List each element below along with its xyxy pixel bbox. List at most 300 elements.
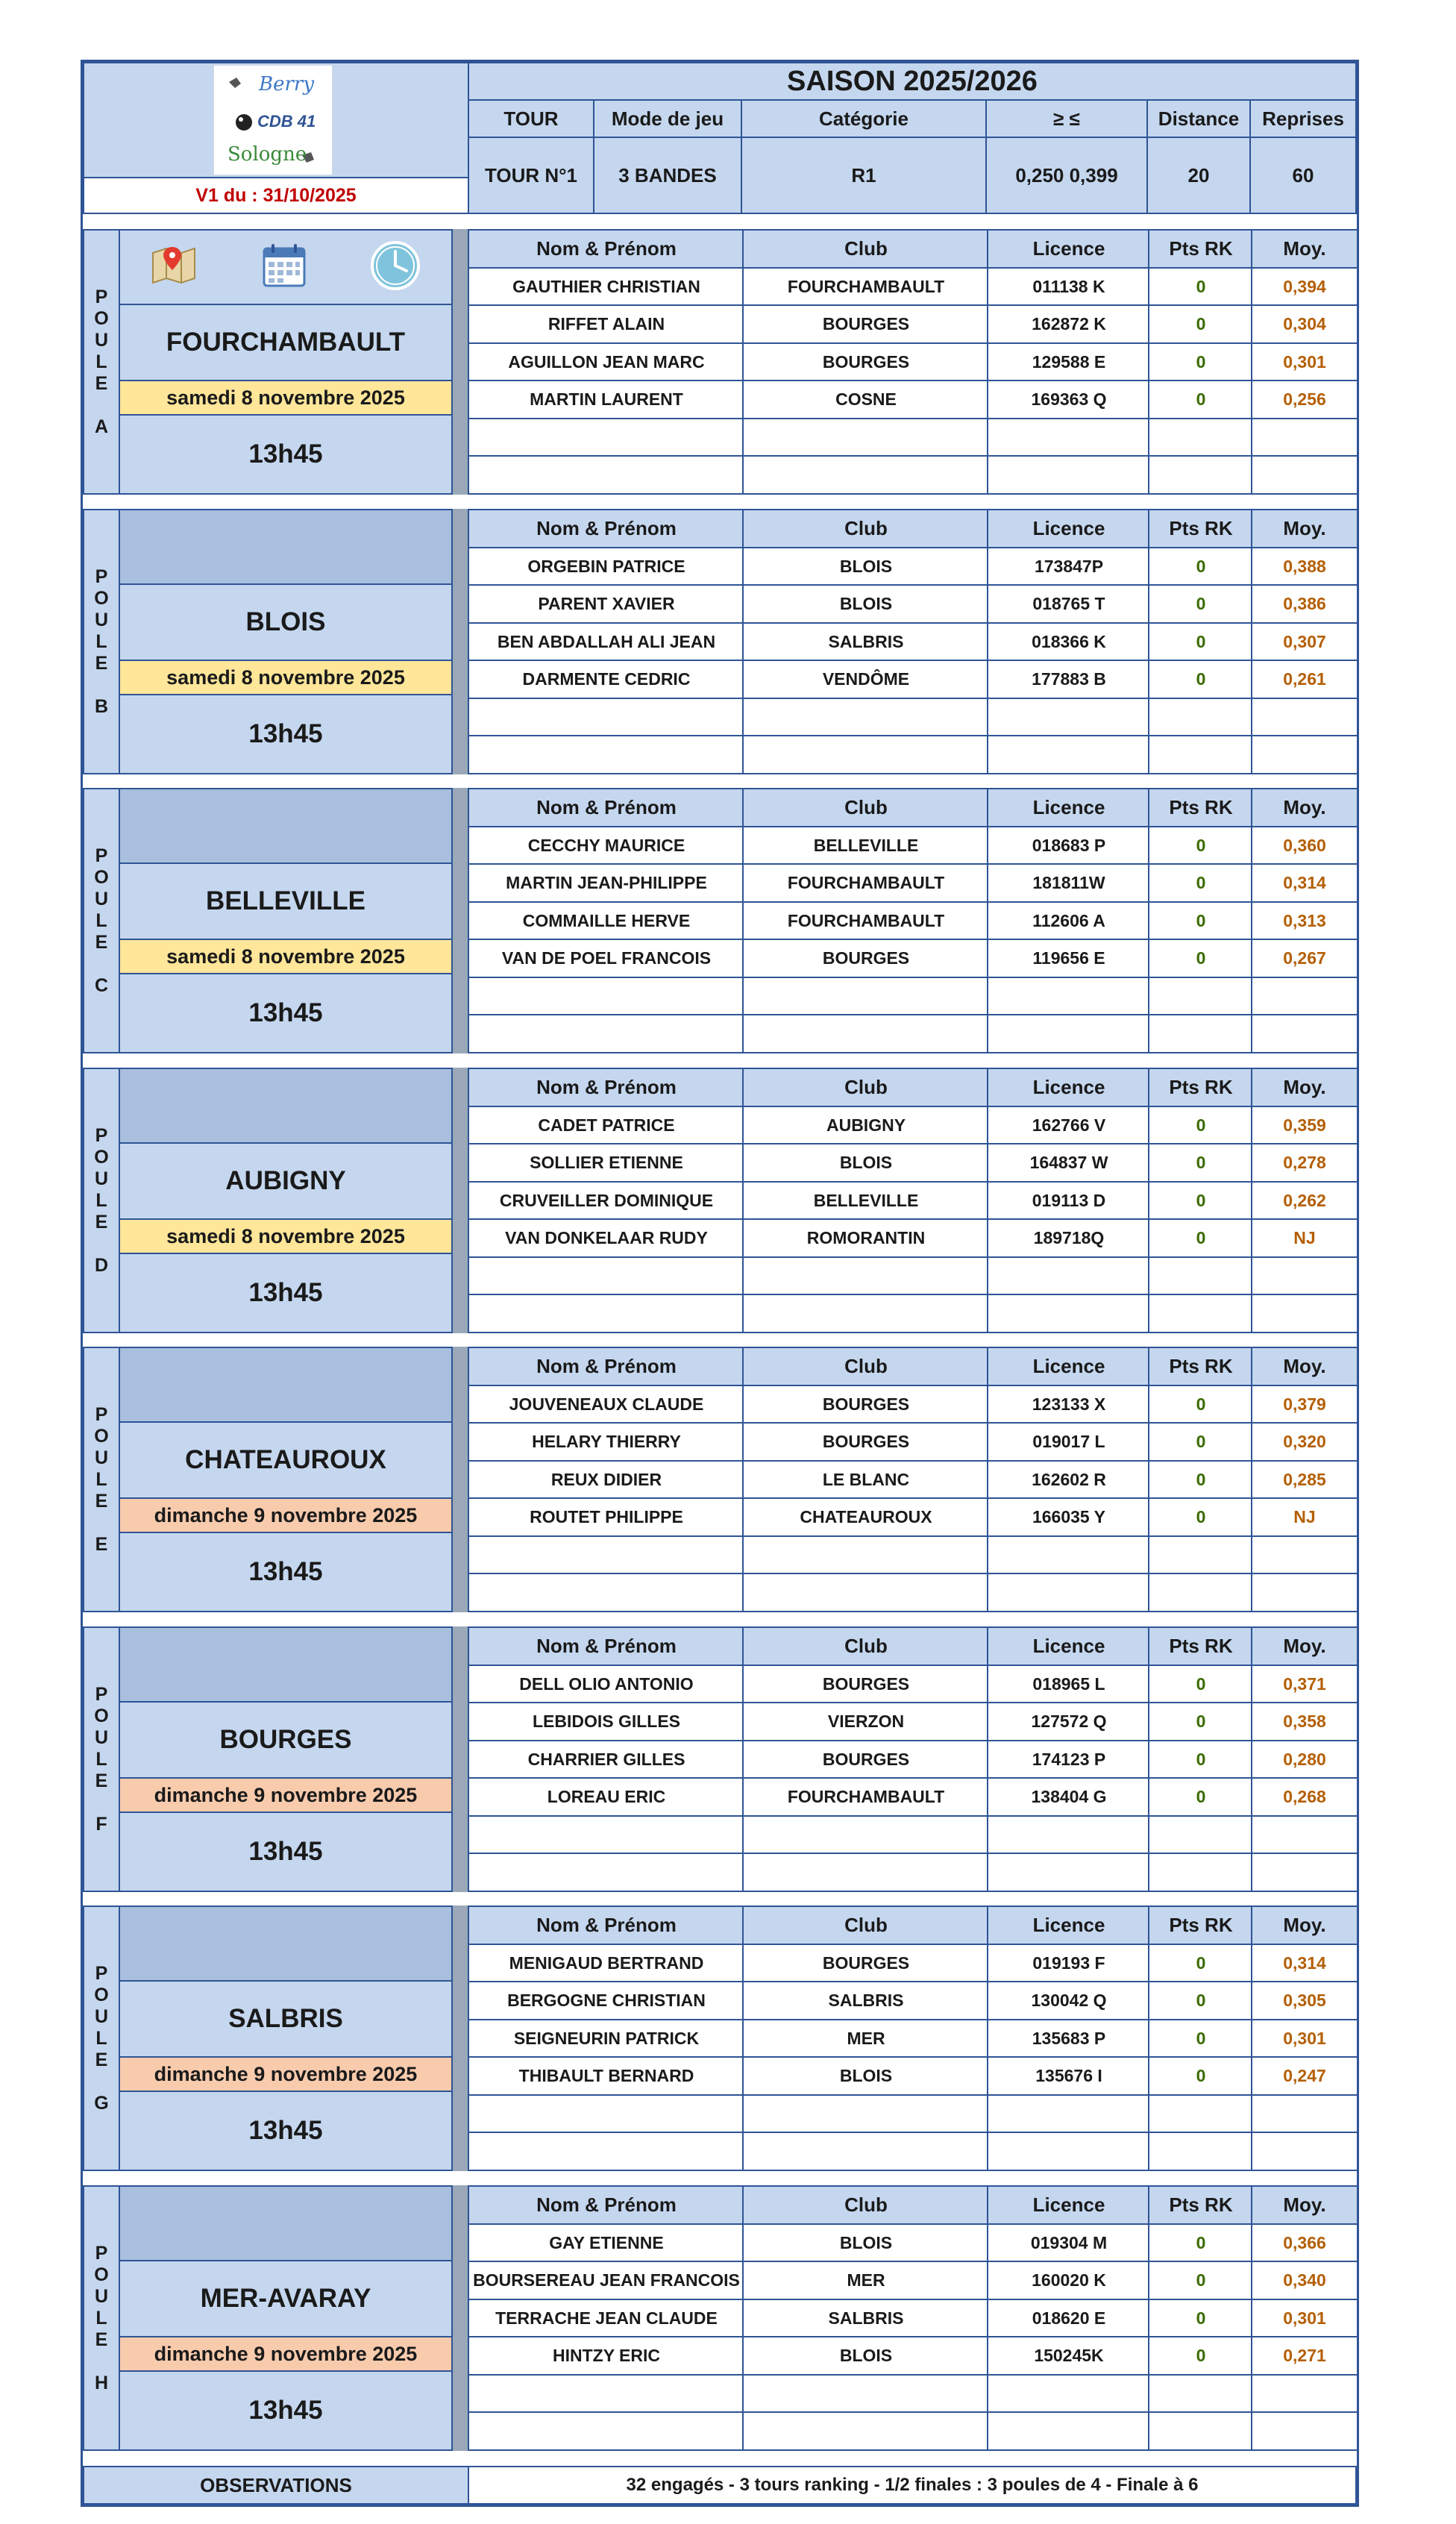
table-header-licence: Licence (987, 788, 1151, 827)
venue-date: dimanche 9 novembre 2025 (119, 1777, 453, 1813)
table-header-name: Nom & Prénom (468, 1068, 745, 1107)
cell-moy (1251, 1815, 1358, 1855)
table-header-club: Club (742, 2185, 990, 2225)
cell-licence (987, 1294, 1151, 1333)
poule-letter: H (94, 2372, 109, 2393)
cell-licence (987, 2411, 1151, 2451)
cell-club: BLOIS (742, 1143, 990, 1183)
val-categorie: R1 (741, 137, 987, 214)
venue-city: BELLEVILLE (119, 862, 453, 940)
cell-licence (987, 977, 1151, 1016)
cell-moy (1251, 2374, 1358, 2414)
table-header-name: Nom & Prénom (468, 1905, 745, 1945)
poule-letter-char: P (95, 1962, 108, 1984)
cell-club: BOURGES (742, 1422, 990, 1462)
poule-letter: E (95, 1533, 108, 1555)
cell-pts: 0 (1148, 1422, 1254, 1462)
cell-pts: 0 (1148, 2019, 1254, 2058)
cell-name: SEIGNEURIN PATRICK (468, 2019, 745, 2058)
cell-licence: 177883 B (987, 660, 1151, 699)
cell-moy (1251, 735, 1358, 774)
cell-pts: 0 (1148, 304, 1254, 344)
cell-licence: 019193 F (987, 1944, 1151, 1983)
cell-pts: 0 (1148, 2223, 1254, 2263)
cell-club (742, 2094, 990, 2134)
cell-club: AUBIGNY (742, 1106, 990, 1145)
cell-licence (987, 1573, 1151, 1612)
cell-name (468, 455, 745, 495)
cell-name: SOLLIER ETIENNE (468, 1143, 745, 1183)
poule-letter-char: U (94, 609, 109, 630)
cell-pts: 0 (1148, 660, 1254, 699)
cell-licence: 189718Q (987, 1218, 1151, 1258)
poule-letter-char: O (94, 1425, 109, 1447)
venue-time: 13h45 (119, 694, 453, 774)
column-separator (453, 1068, 468, 1333)
col-range: ≥ ≤ (985, 99, 1148, 138)
cell-moy: 0,305 (1251, 1981, 1358, 2020)
logo-cdb-text: CDB 41 (257, 112, 316, 131)
cell-name: VAN DE POEL FRANCOIS (468, 939, 745, 978)
cell-moy (1251, 2132, 1358, 2171)
cell-pts: 0 (1148, 622, 1254, 662)
cell-club: BOURGES (742, 939, 990, 978)
logo-berry-text: Berry (259, 73, 315, 95)
cell-moy: 0,247 (1251, 2056, 1358, 2096)
cell-club (742, 1294, 990, 1333)
table-header-name: Nom & Prénom (468, 1347, 745, 1386)
venue-header (119, 229, 453, 305)
cell-club (742, 1815, 990, 1855)
cell-pts: 0 (1148, 267, 1254, 307)
cell-name: HELARY THIERRY (468, 1422, 745, 1462)
cell-pts: 0 (1148, 1143, 1254, 1183)
table-header-licence: Licence (987, 1068, 1151, 1107)
cell-licence: 169363 Q (987, 380, 1151, 419)
poule-letter-char: E (95, 652, 108, 674)
cell-name: HINTZY ERIC (468, 2336, 745, 2376)
venue-time: 13h45 (119, 1532, 453, 1612)
cell-licence (987, 1256, 1151, 1296)
cell-name: LOREAU ERIC (468, 1777, 745, 1817)
cell-licence: 162872 K (987, 304, 1151, 344)
cell-name (468, 2411, 745, 2451)
cell-moy: 0,278 (1251, 1143, 1358, 1183)
poule-letter: G (94, 2092, 109, 2114)
map-pin-icon (150, 242, 199, 292)
cell-licence (987, 418, 1151, 457)
table-header-pts: Pts RK (1148, 1068, 1254, 1107)
poule-letter-char: P (95, 2242, 108, 2264)
poule-block-f (83, 1626, 1357, 1892)
cell-name: TERRACHE JEAN CLAUDE (468, 2299, 745, 2338)
poule-letter-char: P (95, 845, 108, 866)
cell-pts (1148, 418, 1254, 457)
cell-moy (1251, 1294, 1358, 1333)
cell-name (468, 2094, 745, 2134)
venue-header (119, 1905, 453, 1982)
cell-name (468, 1014, 745, 1053)
cell-licence: 019017 L (987, 1422, 1151, 1462)
cell-licence: 011138 K (987, 267, 1151, 307)
cell-club: BELLEVILLE (742, 1181, 990, 1221)
cell-pts: 0 (1148, 342, 1254, 382)
venue-city: BLOIS (119, 583, 453, 661)
val-mode: 3 BANDES (593, 137, 742, 214)
cell-name (468, 2132, 745, 2171)
cell-name: CECCHY MAURICE (468, 826, 745, 865)
col-tour: TOUR (468, 99, 594, 138)
poule-letter-char: L (95, 351, 107, 372)
cell-name: VAN DONKELAAR RUDY (468, 1218, 745, 1258)
cell-club: FOURCHAMBAULT (742, 267, 990, 307)
logo-sologne-text: Sologne (228, 143, 307, 166)
cell-pts: 0 (1148, 547, 1254, 586)
cell-moy: 0,268 (1251, 1777, 1358, 1817)
venue-header (119, 509, 453, 585)
venue-date: dimanche 9 novembre 2025 (119, 1497, 453, 1533)
cell-name (468, 1535, 745, 1575)
venue-time: 13h45 (119, 414, 453, 495)
cell-name: GAUTHIER CHRISTIAN (468, 267, 745, 307)
cell-pts (1148, 735, 1254, 774)
column-separator (453, 1626, 468, 1892)
cell-pts (1148, 2094, 1254, 2134)
venue-header (119, 1347, 453, 1423)
cell-club: BLOIS (742, 584, 990, 624)
cell-pts: 0 (1148, 1106, 1254, 1145)
poule-block-h (83, 2185, 1357, 2451)
cell-moy: 0,366 (1251, 2223, 1358, 2263)
cell-name (468, 418, 745, 457)
observations-text: 32 engagés - 3 tours ranking - 1/2 finales : 3 poules de 4 - Finale à 6 (468, 2466, 1357, 2505)
cell-moy: NJ (1251, 1497, 1358, 1537)
cell-pts (1148, 1853, 1254, 1892)
poule-letter-char: O (94, 307, 109, 329)
cell-pts: 0 (1148, 863, 1254, 903)
poule-letter-char: L (95, 2027, 107, 2049)
venue-city: MER-AVARAY (119, 2260, 453, 2337)
poule-label (83, 2185, 120, 2451)
col-categorie: Catégorie (741, 99, 987, 138)
cell-pts: 0 (1148, 939, 1254, 978)
cell-licence: 138404 G (987, 1777, 1151, 1817)
poule-letter-char: P (95, 1683, 108, 1705)
cell-moy: 0,371 (1251, 1665, 1358, 1704)
cell-licence (987, 1014, 1151, 1053)
cell-moy (1251, 418, 1358, 457)
cell-licence: 019304 M (987, 2223, 1151, 2263)
cell-name: THIBAULT BERNARD (468, 2056, 745, 2096)
poule-letter-char: U (94, 1168, 109, 1189)
cell-name (468, 735, 745, 774)
poule-letter-char: E (95, 372, 108, 394)
cell-name: BOURSEREAU JEAN FRANCOIS (468, 2261, 745, 2300)
cell-pts: 0 (1148, 1665, 1254, 1704)
cell-moy: 0,394 (1251, 267, 1358, 307)
cell-club (742, 977, 990, 1016)
cell-pts: 0 (1148, 1944, 1254, 1983)
cell-licence: 129588 E (987, 342, 1151, 382)
cell-club (742, 1853, 990, 1892)
cell-moy: 0,314 (1251, 863, 1358, 903)
table-header-pts: Pts RK (1148, 2185, 1254, 2225)
poule-block-b (83, 509, 1357, 774)
cell-pts: 0 (1148, 584, 1254, 624)
season-title: SAISON 2025/2026 (468, 62, 1357, 101)
cell-club (742, 735, 990, 774)
table-header-pts: Pts RK (1148, 1347, 1254, 1386)
cell-licence: 112606 A (987, 901, 1151, 941)
venue-city: SALBRIS (119, 1980, 453, 2058)
poule-letter-char: L (95, 909, 107, 931)
poule-letter-char: O (94, 866, 109, 888)
col-distance: Distance (1146, 99, 1251, 138)
cell-moy (1251, 2094, 1358, 2134)
cell-name (468, 1853, 745, 1892)
cell-club: SALBRIS (742, 1981, 990, 2020)
cell-pts (1148, 2374, 1254, 2414)
poule-letter-char: L (95, 1468, 107, 1490)
cell-pts: 0 (1148, 1181, 1254, 1221)
poule-letter-char: O (94, 587, 109, 609)
venue-header (119, 1068, 453, 1144)
poule-letter: A (94, 416, 109, 437)
table-header-moy: Moy. (1251, 1068, 1358, 1107)
cell-club (742, 2411, 990, 2451)
cell-name: CHARRIER GILLES (468, 1740, 745, 1779)
cell-name: DARMENTE CEDRIC (468, 660, 745, 699)
cell-club (742, 1014, 990, 1053)
cell-moy: 0,304 (1251, 304, 1358, 344)
cell-name: LEBIDOIS GILLES (468, 1702, 745, 1741)
col-mode: Mode de jeu (593, 99, 742, 138)
cell-moy: 0,359 (1251, 1106, 1358, 1145)
calendar-icon (260, 241, 309, 294)
poule-letter-char: L (95, 1189, 107, 1211)
cell-name: BEN ABDALLAH ALI JEAN (468, 622, 745, 662)
table-header-club: Club (742, 229, 990, 269)
poule-letter-char: E (95, 931, 108, 953)
cell-moy (1251, 455, 1358, 495)
poule-letter-char: O (94, 1984, 109, 2005)
cell-club: BOURGES (742, 1740, 990, 1779)
cell-pts: 0 (1148, 2261, 1254, 2300)
cell-moy: 0,379 (1251, 1385, 1358, 1424)
cell-licence: 019113 D (987, 1181, 1151, 1221)
cell-club: CHATEAUROUX (742, 1497, 990, 1537)
cell-moy: 0,313 (1251, 901, 1358, 941)
cell-moy (1251, 2411, 1358, 2451)
cell-moy: 0,340 (1251, 2261, 1358, 2300)
cell-licence (987, 698, 1151, 737)
table-header-licence: Licence (987, 2185, 1151, 2225)
cell-moy: 0,307 (1251, 622, 1358, 662)
cell-licence: 135676 I (987, 2056, 1151, 2096)
column-separator (453, 788, 468, 1053)
poule-letter: B (94, 695, 109, 717)
cell-moy: 0,285 (1251, 1460, 1358, 1500)
cell-pts: 0 (1148, 2299, 1254, 2338)
cell-club: ROMORANTIN (742, 1218, 990, 1258)
cell-pts: 0 (1148, 1777, 1254, 1817)
table-header-name: Nom & Prénom (468, 788, 745, 827)
cell-licence: 119656 E (987, 939, 1151, 978)
cell-pts: 0 (1148, 1385, 1254, 1424)
cell-name: GAY ETIENNE (468, 2223, 745, 2263)
cell-licence (987, 2374, 1151, 2414)
cell-pts: 0 (1148, 826, 1254, 865)
poule-block-g (83, 1905, 1357, 2171)
poule-letter-char: O (94, 2264, 109, 2285)
cell-name: COMMAILLE HERVE (468, 901, 745, 941)
table-header-name: Nom & Prénom (468, 1626, 745, 1666)
table-header-licence: Licence (987, 1347, 1151, 1386)
table-header-moy: Moy. (1251, 1347, 1358, 1386)
cell-licence: 166035 Y (987, 1497, 1151, 1537)
cell-moy: 0,261 (1251, 660, 1358, 699)
venue-city: BOURGES (119, 1701, 453, 1779)
cell-club: BOURGES (742, 1944, 990, 1983)
val-range: 0,250 0,399 (985, 137, 1148, 214)
poule-label (83, 788, 120, 1053)
cell-moy (1251, 1573, 1358, 1612)
table-header-moy: Moy. (1251, 1905, 1358, 1945)
poule-letter: F (95, 1813, 107, 1835)
poule-label (83, 1347, 120, 1612)
venue-time: 13h45 (119, 1253, 453, 1333)
cell-name (468, 698, 745, 737)
poule-letter-char: U (94, 329, 109, 351)
table-header-name: Nom & Prénom (468, 2185, 745, 2225)
cell-pts: 0 (1148, 1497, 1254, 1537)
cell-pts (1148, 977, 1254, 1016)
cell-club: COSNE (742, 380, 990, 419)
table-header-club: Club (742, 1347, 990, 1386)
cell-club (742, 2132, 990, 2171)
cell-club: BOURGES (742, 1665, 990, 1704)
cell-pts (1148, 1815, 1254, 1855)
cell-name: ORGEBIN PATRICE (468, 547, 745, 586)
poule-letter-char: U (94, 888, 109, 909)
cell-pts: 0 (1148, 1702, 1254, 1741)
cell-pts: 0 (1148, 1218, 1254, 1258)
table-header-pts: Pts RK (1148, 788, 1254, 827)
cell-name (468, 977, 745, 1016)
cell-licence: 018765 T (987, 584, 1151, 624)
venue-city: CHATEAUROUX (119, 1421, 453, 1499)
cell-club: BLOIS (742, 547, 990, 586)
cell-moy (1251, 1535, 1358, 1575)
cell-name: MARTIN JEAN-PHILIPPE (468, 863, 745, 903)
venue-time: 13h45 (119, 1811, 453, 1892)
cell-licence: 162766 V (987, 1106, 1151, 1145)
poule-label (83, 1626, 120, 1892)
venue-date: samedi 8 novembre 2025 (119, 660, 453, 695)
cell-licence: 150245K (987, 2336, 1151, 2376)
table-header-moy: Moy. (1251, 2185, 1358, 2225)
cell-licence: 130042 Q (987, 1981, 1151, 2020)
cell-club: SALBRIS (742, 2299, 990, 2338)
cell-moy: 0,388 (1251, 547, 1358, 586)
cell-club: VIERZON (742, 1702, 990, 1741)
cell-name: BERGOGNE CHRISTIAN (468, 1981, 745, 2020)
cell-pts: 0 (1148, 380, 1254, 419)
poule-label (83, 1068, 120, 1333)
cell-club: FOURCHAMBAULT (742, 901, 990, 941)
cell-name: RIFFET ALAIN (468, 304, 745, 344)
table-header-licence: Licence (987, 509, 1151, 548)
table-header-club: Club (742, 788, 990, 827)
venue-time: 13h45 (119, 2370, 453, 2451)
venue-date: dimanche 9 novembre 2025 (119, 2336, 453, 2372)
poule-block-c (83, 788, 1357, 1053)
table-header-moy: Moy. (1251, 229, 1358, 269)
table-header-name: Nom & Prénom (468, 229, 745, 269)
cell-name: JOUVENEAUX CLAUDE (468, 1385, 745, 1424)
poule-letter-char: P (95, 1124, 108, 1146)
cell-pts: 0 (1148, 1740, 1254, 1779)
col-reprises: Reprises (1249, 99, 1357, 138)
table-header-pts: Pts RK (1148, 1905, 1254, 1945)
cell-club: BOURGES (742, 1385, 990, 1424)
poule-letter-char: P (95, 566, 108, 587)
poule-letter-char: L (95, 1748, 107, 1770)
version-date: V1 du : 31/10/2025 (83, 177, 469, 214)
cell-club: SALBRIS (742, 622, 990, 662)
poule-letter-char: E (95, 1490, 108, 1512)
cell-licence: 162602 R (987, 1460, 1151, 1500)
cell-licence: 174123 P (987, 1740, 1151, 1779)
table-header-pts: Pts RK (1148, 229, 1254, 269)
cell-pts (1148, 2411, 1254, 2451)
cell-licence: 173847P (987, 547, 1151, 586)
poule-block-e (83, 1347, 1357, 1612)
cell-licence: 164837 W (987, 1143, 1151, 1183)
table-header-name: Nom & Prénom (468, 509, 745, 548)
cell-licence (987, 2094, 1151, 2134)
venue-time: 13h45 (119, 973, 453, 1053)
cell-club: BLOIS (742, 2223, 990, 2263)
venue-city: AUBIGNY (119, 1142, 453, 1220)
cell-licence (987, 735, 1151, 774)
cell-club (742, 455, 990, 495)
cell-moy (1251, 977, 1358, 1016)
val-reprises: 60 (1249, 137, 1357, 214)
cell-club (742, 1256, 990, 1296)
val-distance: 20 (1146, 137, 1251, 214)
venue-time: 13h45 (119, 2091, 453, 2171)
poule-letter-char: E (95, 1770, 108, 1791)
cell-club: MER (742, 2019, 990, 2058)
cell-club: BOURGES (742, 342, 990, 382)
cell-licence (987, 455, 1151, 495)
poule-letter-char: E (95, 1211, 108, 1233)
cell-name: REUX DIDIER (468, 1460, 745, 1500)
poule-block-d (83, 1068, 1357, 1333)
table-header-club: Club (742, 1626, 990, 1666)
cell-name (468, 2374, 745, 2414)
table-header-pts: Pts RK (1148, 1626, 1254, 1666)
cell-name: ROUTET PHILIPPE (468, 1497, 745, 1537)
venue-city: FOURCHAMBAULT (119, 304, 453, 381)
table-header-licence: Licence (987, 229, 1151, 269)
cell-pts (1148, 455, 1254, 495)
cell-name (468, 1256, 745, 1296)
table-header-club: Club (742, 1068, 990, 1107)
cell-pts (1148, 1573, 1254, 1612)
cell-name (468, 1294, 745, 1333)
